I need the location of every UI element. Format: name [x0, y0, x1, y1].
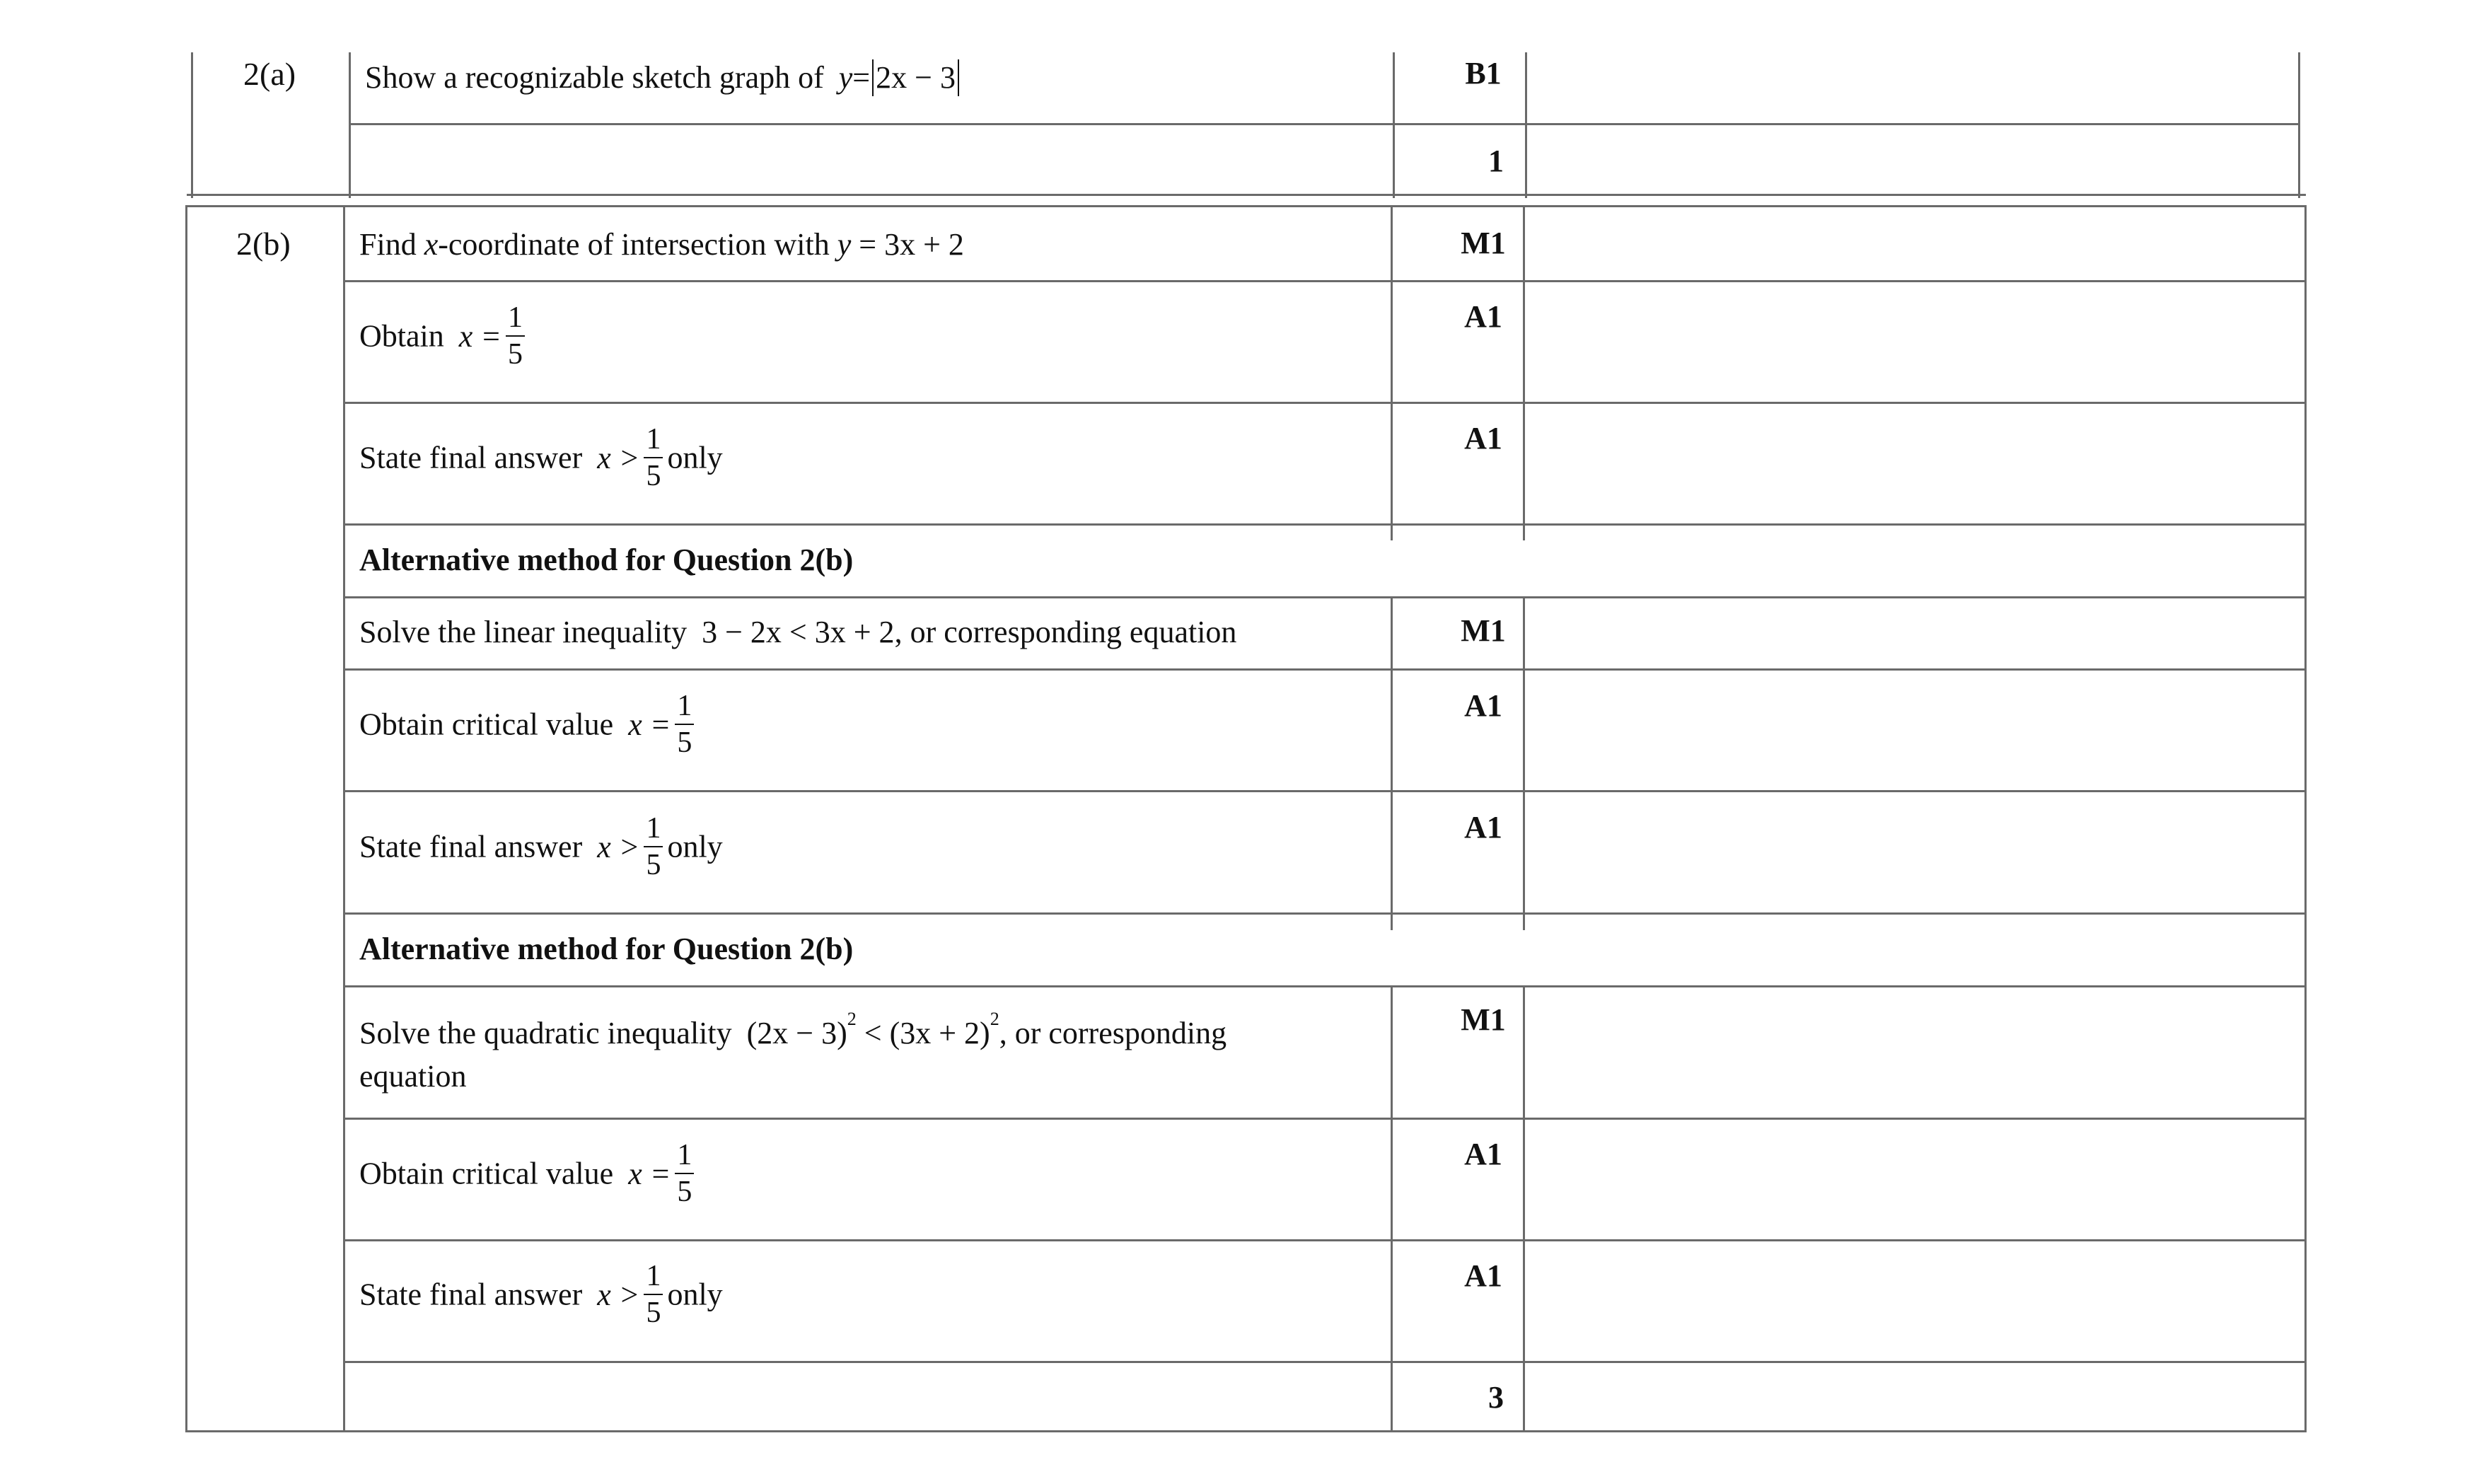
- q2b-right-border: [2304, 205, 2307, 1432]
- q2a-bottom-line: [187, 194, 2306, 196]
- alt1-row-final: State final answer x > $\frac{1}{5}$ only: [359, 812, 723, 881]
- q2a-math-y: y: [838, 60, 853, 95]
- q2b-top-line: [185, 205, 2307, 207]
- q2b-divider-label: [343, 205, 345, 1432]
- q2b-row-line: [343, 1361, 2307, 1363]
- alt2-row-final: State final answer x > $\frac{1}{5}$ only: [359, 1260, 723, 1329]
- q2b-row-line: [343, 1118, 2307, 1120]
- q2b-divider-answer-seg2: [1391, 596, 1393, 930]
- alt1-mark-final: A1: [1464, 810, 1502, 845]
- alt2-row-quadratic: Solve the quadratic inequality $(2x - 3)^2 < (3x + 2)^2$, or corresponding: [359, 1009, 1227, 1050]
- q2a-math-eq: =: [852, 60, 871, 95]
- q2b-divider-answer-seg3: [1391, 985, 1393, 1432]
- q2a-divider-label: [349, 52, 351, 198]
- alt1-row-linear: Solve the linear inequality 3 − 2x < 3x + 2, or corresponding equation: [359, 615, 1237, 649]
- q2b-row-final: State final answer x > $\frac{1}{5}$ only: [359, 423, 723, 492]
- q2b-row-line: [343, 596, 2307, 598]
- q2a-math-expr: 2x − 3: [876, 60, 956, 95]
- q2b-row-find-intersection: Find x-coordinate of intersection with y = 3x + 2: [359, 227, 964, 262]
- alt2-row-critical: Obtain critical value x = $\frac{1}{5}$: [359, 1140, 698, 1207]
- abs-bar-left: [872, 59, 874, 96]
- alt-method-heading-1: Alternative method for Question 2(b): [359, 543, 854, 577]
- q2a-right-border: [2298, 52, 2300, 198]
- fraction: $\frac{1}{5}$: [675, 691, 694, 758]
- fraction: $\frac{1}{5}$: [644, 1261, 663, 1328]
- q2b-row-line: [343, 280, 2307, 282]
- fraction: $\frac{1}{5}$: [644, 424, 663, 491]
- alt2-mark-final: A1: [1464, 1258, 1502, 1293]
- q2b-row-line: [343, 985, 2307, 987]
- abs-bar-right: [958, 59, 959, 96]
- q2b-mark-final: A1: [1464, 421, 1502, 456]
- question-label-2a: 2(a): [243, 56, 296, 92]
- q2b-bottom-line: [185, 1430, 2307, 1432]
- q2b-mark-find: M1: [1461, 226, 1506, 260]
- fraction: $\frac{1}{5}$: [506, 303, 525, 369]
- q2b-row-line: [343, 790, 2307, 792]
- q2b-total: 3: [1488, 1380, 1504, 1415]
- alt1-mark-critical: A1: [1464, 688, 1502, 723]
- fraction: $\frac{1}{5}$: [675, 1140, 694, 1207]
- q2a-answer-text: [365, 59, 961, 96]
- q2a-left-border: [191, 52, 193, 198]
- q2a-mark: B1: [1465, 56, 1502, 91]
- q2a-divider-answer: [1393, 52, 1395, 198]
- fraction: $\frac{1}{5}$: [644, 813, 663, 880]
- q2b-divider-answer-seg1: [1391, 205, 1393, 540]
- q2a-total: 1: [1488, 144, 1504, 178]
- q2b-row-line: [343, 1239, 2307, 1241]
- alt2-mark-quadratic: M1: [1461, 1002, 1506, 1037]
- question-label-2b: 2(b): [236, 226, 291, 262]
- alt1-mark-linear: M1: [1461, 613, 1506, 648]
- q2b-row-line: [343, 402, 2307, 404]
- q2b-row-line: [343, 523, 2307, 526]
- alt2-mark-critical: A1: [1464, 1137, 1502, 1171]
- alt2-row-quadratic-line2: equation: [359, 1059, 467, 1094]
- q2b-row-line: [343, 668, 2307, 671]
- q2b-row-line: [343, 912, 2307, 915]
- q2b-divider-mark-seg3: [1523, 985, 1525, 1432]
- alt-method-heading-2: Alternative method for Question 2(b): [359, 932, 854, 966]
- q2b-left-border: [185, 205, 187, 1432]
- q2a-answer-label: Show a recognizable sketch graph of: [365, 60, 824, 95]
- alt1-row-critical: Obtain critical value x = $\frac{1}{5}$: [359, 691, 698, 758]
- q2b-mark-obtain: A1: [1464, 299, 1502, 334]
- q2b-row-obtain: Obtain x = $\frac{1}{5}$: [359, 303, 529, 369]
- q2a-row-line: [349, 123, 2300, 125]
